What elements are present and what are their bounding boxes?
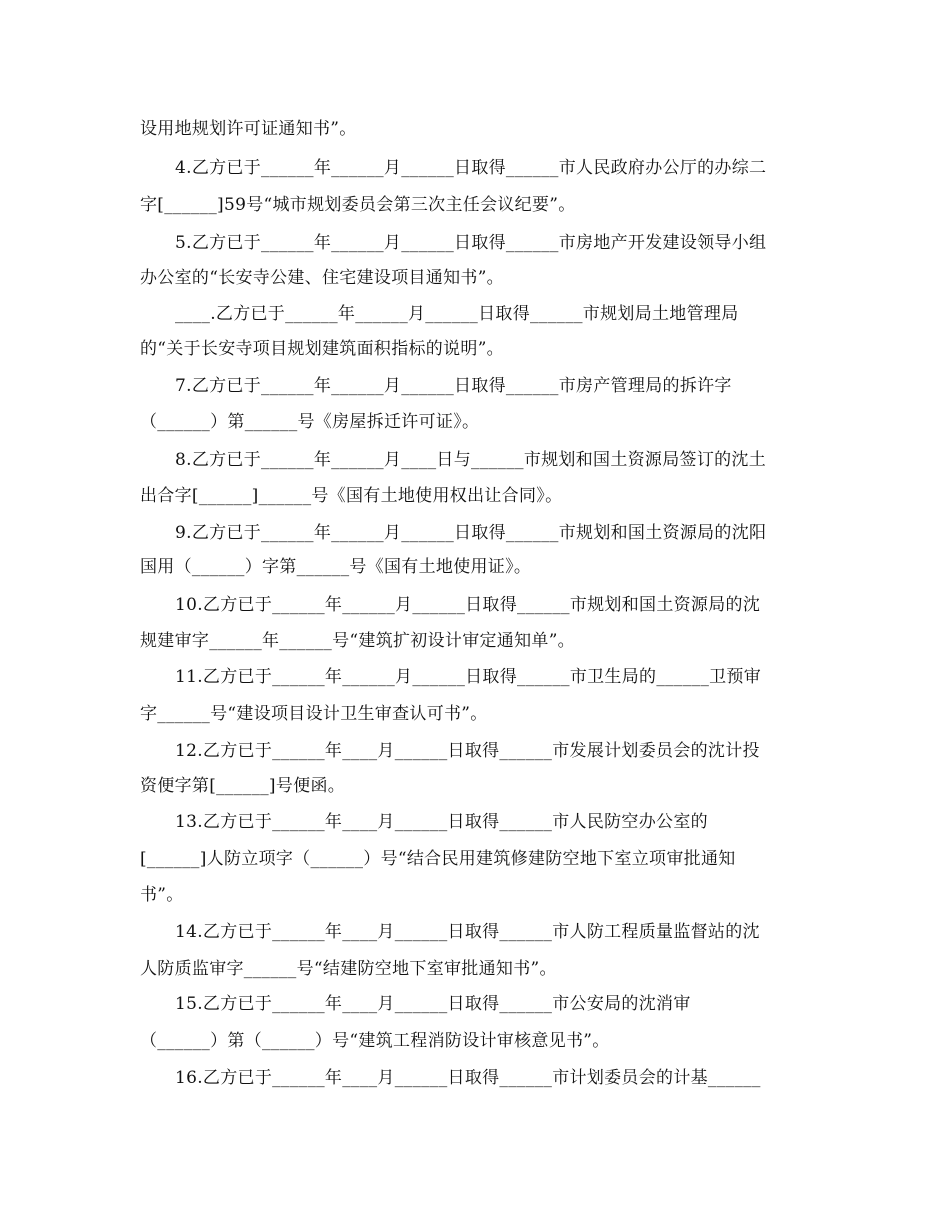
clause-7-line-1: 7.乙方已于______年______月______日取得______市房产管理局的拆许字 xyxy=(175,376,732,396)
clause-12-line-2: 资便字第[______]号便函。 xyxy=(140,776,346,796)
clause-8-line-1: 8.乙方已于______年______月____日与______市规划和国土资源局签订的沈土 xyxy=(175,450,767,470)
clause-4-line-1: 4.乙方已于______年______月______日取得______市人民政府办公厅的办综二 xyxy=(175,158,767,178)
clause-5-line-2: 办公室的“长安寺公建、住宅建设项目通知书”。 xyxy=(140,268,504,288)
text-line: 设用地规划许可证通知书”。 xyxy=(140,119,357,139)
clause-6-line-2: 的“关于长安寺项目规划建筑面积指标的说明”。 xyxy=(140,339,504,359)
clause-15-line-2: （______）第（______）号“建筑工程消防设计审核意见书”。 xyxy=(140,1031,610,1051)
clause-7-line-2: （______）第______号《房屋拆迁许可证》。 xyxy=(140,412,480,432)
clause-13-line-2: [______]人防立项字（______）号“结合民用建筑修建防空地下室立项审批通知 xyxy=(140,849,736,869)
clause-10-line-2: 规建审字______年______号“建筑扩初设计审定通知单”。 xyxy=(140,631,575,651)
clause-13-line-1: 13.乙方已于______年____月______日取得______市人民防空办公室的 xyxy=(175,812,708,832)
clause-6-line-1: ____.乙方已于______年______月______日取得______市规划局土地管理局 xyxy=(175,304,739,324)
clause-13-line-3: 书”。 xyxy=(140,885,184,905)
clause-11-line-1: 11.乙方已于______年______月______日取得______市卫生局的______卫预审 xyxy=(175,667,762,687)
clause-15-line-1: 15.乙方已于______年____月______日取得______市公安局的沈消审 xyxy=(175,994,691,1014)
clause-10-line-1: 10.乙方已于______年______月______日取得______市规划和国土资源局的沈 xyxy=(175,595,761,615)
clause-16-line-1: 16.乙方已于______年____月______日取得______市计划委员会的计基______ xyxy=(175,1068,761,1088)
clause-11-line-2: 字______号“建设项目设计卫生审查认可书”。 xyxy=(140,704,488,724)
clause-14-line-2: 人防质监审字______号“结建防空地下室审批通知书”。 xyxy=(140,959,557,979)
clause-5-line-1: 5.乙方已于______年______月______日取得______市房地产开发建设领导小组 xyxy=(175,233,767,253)
clause-9-line-2: 国用（______）字第______号《国有土地使用证》。 xyxy=(140,557,532,577)
clause-8-line-2: 出合字[______]______号《国有土地使用权出让合同》。 xyxy=(140,486,563,506)
clause-14-line-1: 14.乙方已于______年____月______日取得______市人防工程质量监督站的沈 xyxy=(175,922,760,942)
clause-12-line-1: 12.乙方已于______年____月______日取得______市发展计划委员会的沈计投 xyxy=(175,741,760,761)
clause-9-line-1: 9.乙方已于______年______月______日取得______市规划和国土资源局的沈阳 xyxy=(175,523,767,543)
clause-4-line-2: 字[______]59号“城市规划委员会第三次主任会议纪要”。 xyxy=(140,195,576,215)
